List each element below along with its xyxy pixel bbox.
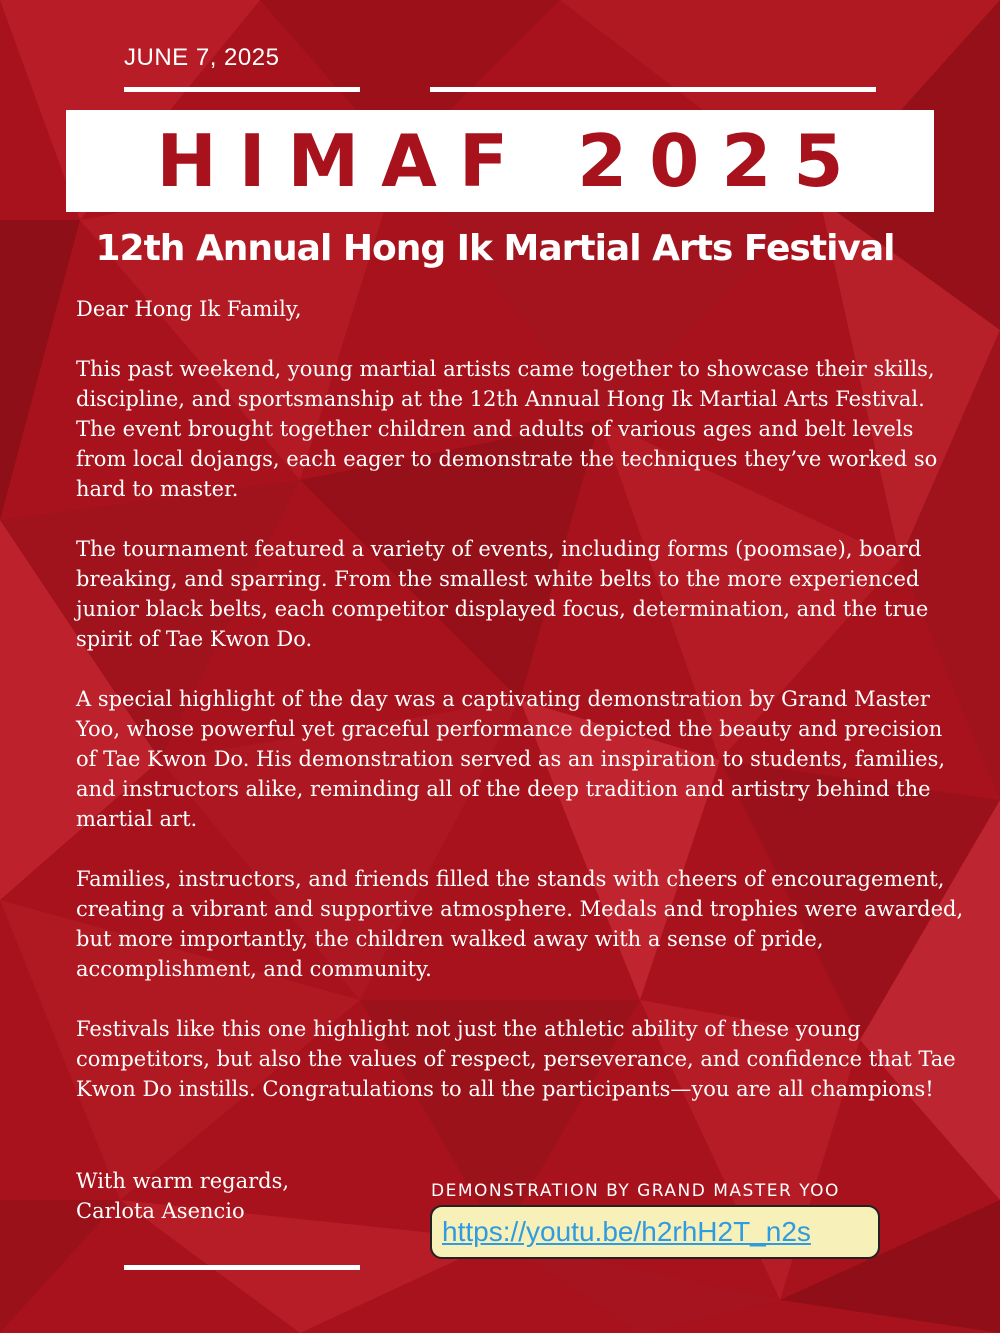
letter-paragraph: Festivals like this one highlight not just the athletic ability of these young competitors, but also the values of respect, perseverance, and confidence that Tae Kwon Do instills. Congratulations to all the participants—you are all champions! xyxy=(76,1017,956,1101)
letter-paragraph: The tournament featured a variety of events, including forms (poomsae), board breaking, and sparring. From the smallest white belts to the more experienced junior black belts, each competitor displayed focus, determination, and the true spirit of Tae Kwon Do. xyxy=(76,537,929,651)
letter-paragraph: A special highlight of the day was a captivating demonstration by Grand Master Yoo, whose powerful yet graceful performance depicted the beauty and precision of Tae Kwon Do. His demonstration served as an inspiration to students, families, and instructors alike, reminding all of the deep tradition and artistry behind the martial art. xyxy=(76,687,946,831)
divider-bottom xyxy=(124,1265,360,1270)
letter-signature: Carlota Asencio xyxy=(76,1199,245,1223)
date-label: JUNE 7, 2025 xyxy=(124,44,280,71)
divider-right xyxy=(430,87,876,92)
letter-paragraph: This past weekend, young martial artists came together to showcase their skills, discipline, and sportsmanship at the 12th Annual Hong Ik Martial Arts Festival. The event brought together children and adults of various ages and belt levels from local dojangs, each eager to demonstrate the techniques they’ve worked so hard to master. xyxy=(76,357,938,501)
demo-label: DEMONSTRATION BY GRAND MASTER YOO xyxy=(431,1181,840,1201)
title-banner xyxy=(66,110,934,212)
page-title: HIMAF 2025 xyxy=(156,119,866,203)
divider-left xyxy=(124,87,360,92)
letter-body xyxy=(76,294,966,1134)
video-link[interactable]: https://youtu.be/h2rhH2T_n2s xyxy=(442,1216,811,1247)
video-link-box[interactable] xyxy=(430,1205,880,1259)
page-subtitle: 12th Annual Hong Ik Martial Arts Festival xyxy=(95,228,895,269)
letter-closing: With warm regards, xyxy=(76,1169,290,1193)
letter-paragraph: Families, instructors, and friends filled the stands with cheers of encouragement, creating a vibrant and supportive atmosphere. Medals and trophies were awarded, but more importantly, the children walked away with a sense of pride, accomplishment, and community. xyxy=(76,867,964,981)
letter-closing-block xyxy=(76,1166,289,1226)
letter-greeting: Dear Hong Ik Family, xyxy=(76,297,302,321)
